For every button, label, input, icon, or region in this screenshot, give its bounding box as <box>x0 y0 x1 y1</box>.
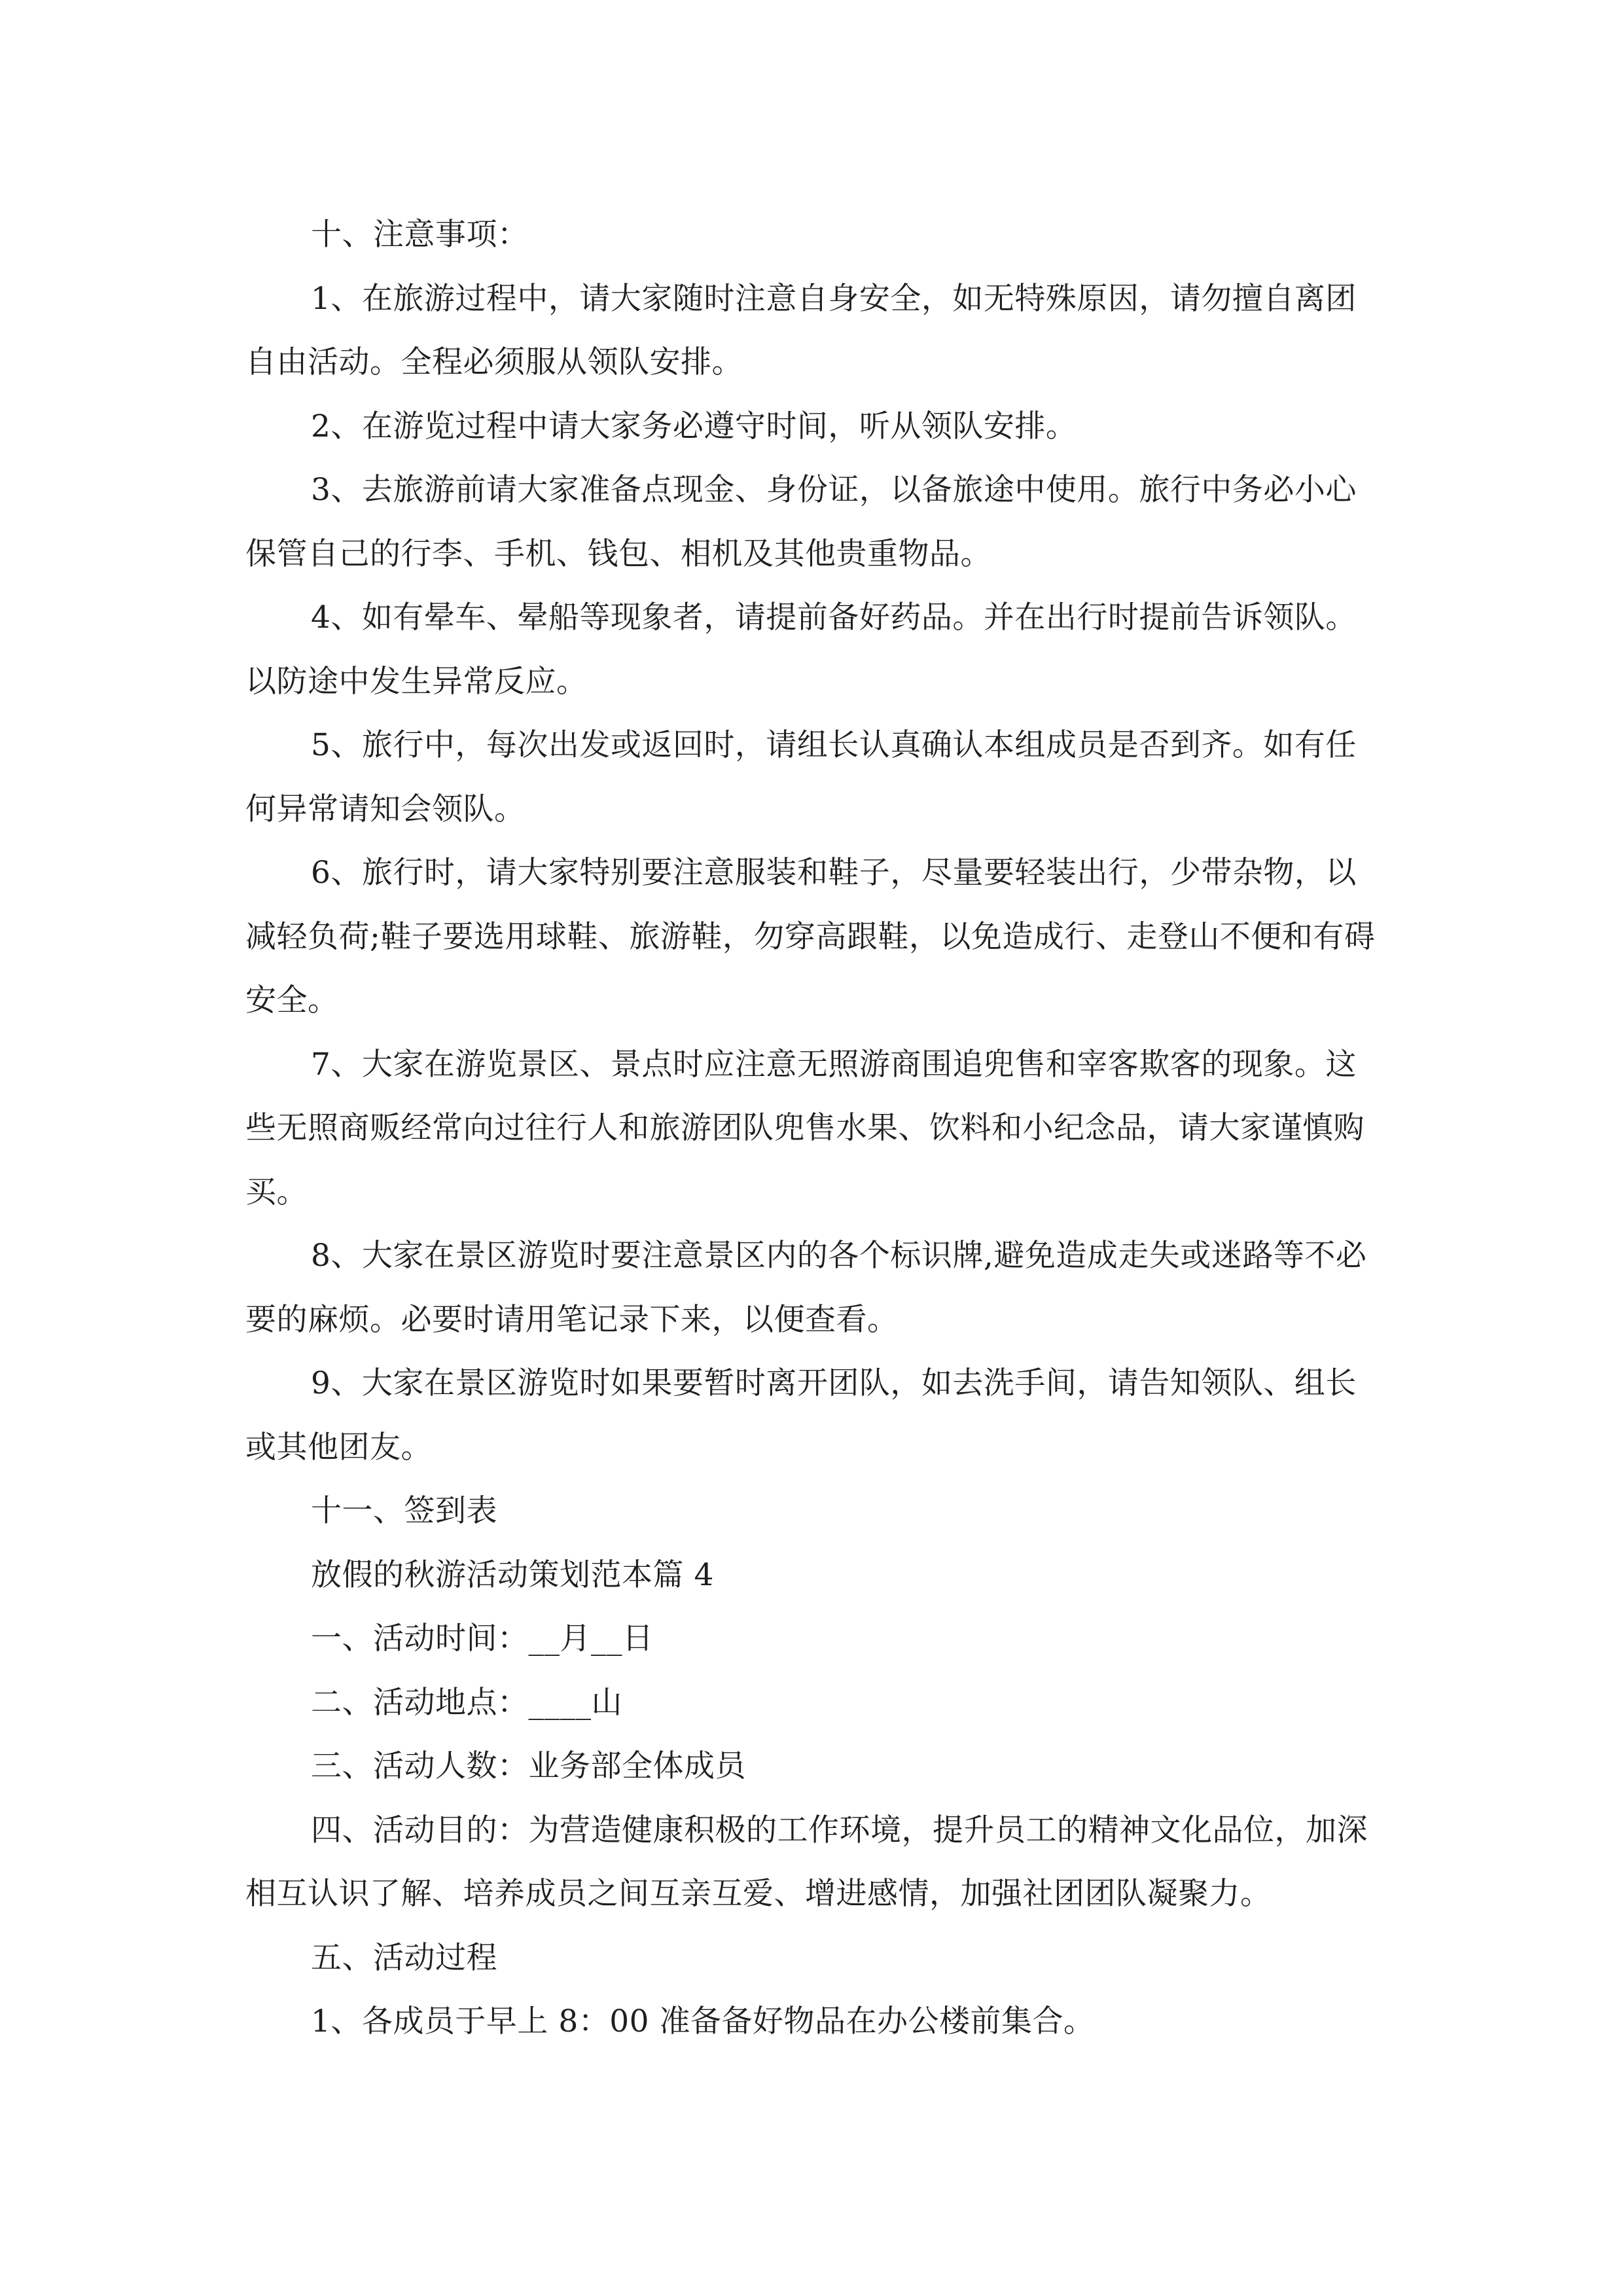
section-heading-process: 五、活动过程 <box>311 1939 497 1976</box>
paragraph: 三、活动人数：业务部全体成员 <box>311 1748 746 1784</box>
paragraph: 5、旅行中，每次出发或返回时，请组长认真确认本组成员是否到齐。如有任何异常请知会领队。 <box>245 727 1357 827</box>
paragraph: 7、大家在游览景区、景点时应注意无照游商围追兜售和宰客欺客的现象。这些无照商贩经常向过往行人和旅游团队兜售水果、饮料和小纪念品，请大家谨慎购买。 <box>245 1046 1364 1210</box>
paragraph: 6、旅行时，请大家特别要注意服装和鞋子，尽量要轻装出行，少带杂物，以减轻负荷;鞋子要选用球鞋、旅游鞋，勿穿高跟鞋，以免造成行、走登山不便和有碍安全。 <box>245 855 1376 1018</box>
paragraph: 3、去旅游前请大家准备点现金、身份证，以备旅途中使用。旅行中务必小心保管自己的行李、手机、钱包、相机及其他贵重物品。 <box>245 472 1357 572</box>
document-body <box>245 203 1387 2054</box>
paragraph: 一、活动时间：__月__日 <box>311 1621 654 1657</box>
paragraph: 二、活动地点：____山 <box>311 1684 622 1721</box>
paragraph: 1、在旅游过程中，请大家随时注意自身安全，如无特殊原因，请勿擅自离团自由活动。全程必须服从领队安排。 <box>245 280 1357 380</box>
paragraph: 4、如有晕车、晕船等现象者，请提前备好药品。并在出行时提前告诉领队。以防途中发生异常反应。 <box>245 600 1357 700</box>
paragraph: 9、大家在景区游览时如果要暂时离开团队，如去洗手间，请告知领队、组长或其他团友。 <box>245 1365 1357 1465</box>
paragraph: 2、在游览过程中请大家务必遵守时间，听从领队安排。 <box>311 408 1077 444</box>
article-title: 放假的秋游活动策划范本篇 4 <box>311 1556 714 1593</box>
section-heading-signin: 十一、签到表 <box>311 1493 497 1529</box>
paragraph: 1、各成员于早上 8：00 准备备好物品在办公楼前集合。 <box>311 2003 1095 2039</box>
section-heading-notes: 十、注意事项： <box>311 217 529 253</box>
paragraph: 8、大家在景区游览时要注意景区内的各个标识牌,避免造成走失或迷路等不必要的麻烦。必要时请用笔记录下来，以便查看。 <box>245 1238 1367 1338</box>
paragraph: 四、活动目的：为营造健康积极的工作环境，提升员工的精神文化品位，加深相互认识了解、培养成员之间互亲互爱、增进感情，加强社团团队凝聚力。 <box>245 1812 1368 1912</box>
